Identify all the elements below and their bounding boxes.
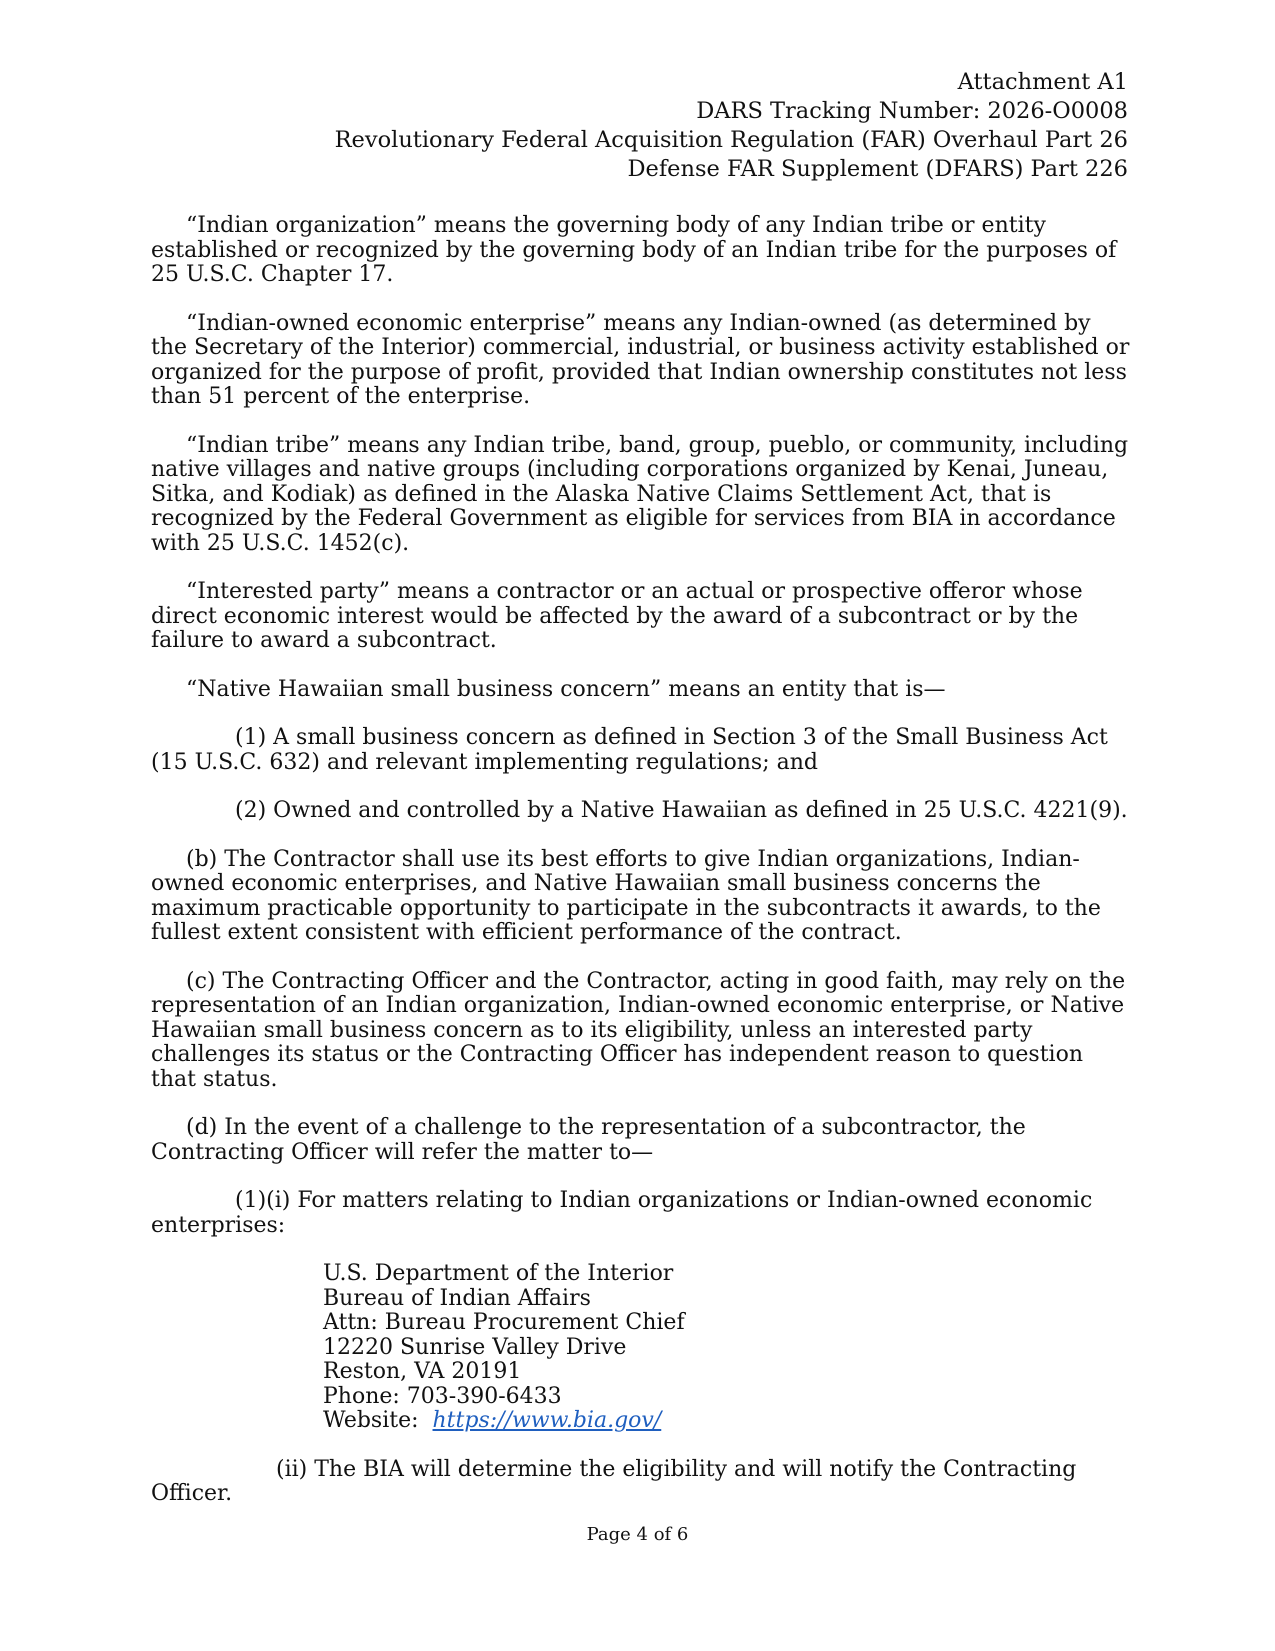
bia-address-block <box>323 1262 1133 1434</box>
definition-indian-tribe: “Indian tribe” means any Indian tribe, band, group, pueblo, or community, including native villages and native groups (including corporations organized by Kenai, Juneau, Sitka, and Kodiak) as defined in the Alaska Native Claims Settlement Act, that is recognized by the Federal Government as eligible for services from BIA in accordance with 25 U.S.C. 1452(c). <box>151 432 1129 556</box>
paragraph-d-1-i: (1)(i) For matters relating to Indian organizations or Indian-owned economic enterprises: <box>151 1188 1093 1238</box>
definition-indian-organization: “Indian organization” means the governing body of any Indian tribe or entity established or recognized by the governing body of an Indian tribe for the purposes of 25 U.S.C. Chapter 17. <box>151 213 1117 287</box>
address-street: 12220 Sunrise Valley Drive <box>323 1334 627 1360</box>
header-dfars-part: Defense FAR Supplement (DFARS) Part 226 <box>627 156 1128 182</box>
address-website-line <box>323 1409 1133 1434</box>
paragraph-b: (b) The Contractor shall use its best efforts to give Indian organizations, Indian-owned economic enterprises, and Native Hawaiian small business concerns the maximum practicable opportunity to participate in the subcontracts it awards, to the fullest extent consistent with efficient performance of the contract. <box>151 846 1101 945</box>
page-number: Page 4 of 6 <box>586 1524 689 1545</box>
document-body <box>151 214 1133 1531</box>
website-label: Website: <box>323 1408 433 1433</box>
website-link[interactable]: https://www.bia.gov/ <box>432 1408 662 1433</box>
address-department: U.S. Department of the Interior <box>323 1261 674 1286</box>
page-header <box>335 68 1128 184</box>
address-bureau: Bureau of Indian Affairs <box>323 1285 591 1311</box>
paragraph-d-ii: (ii) The BIA will determine the eligibility and will notify the Contracting Officer. <box>151 1456 1077 1506</box>
definition-indian-owned-enterprise: “Indian-owned economic enterprise” means any Indian-owned (as determined by the Secretary of the Interior) commercial, industrial, or business activity established or organized for the purpose of profit, provided that Indian ownership constitutes not less than 51 percent of the enterprise. <box>151 310 1130 409</box>
header-tracking-number: DARS Tracking Number: 2026-O0008 <box>696 98 1128 124</box>
definition-interested-party: “Interested party” means a contractor or an actual or prospective offeror whose direct economic interest would be affected by the award of a subcontract or by the failure to award a subcontract. <box>151 579 1083 653</box>
address-city-state: Reston, VA 20191 <box>323 1359 522 1384</box>
definition-item-1: (1) A small business concern as defined in Section 3 of the Small Business Act (15 U.S.C. 632) and relevant implementing regulations; and <box>151 725 1108 775</box>
address-attention: Attn: Bureau Procurement Chief <box>323 1310 685 1335</box>
definition-item-2: (2) Owned and controlled by a Native Hawaiian as defined in 25 U.S.C. 4221(9). <box>235 798 1128 823</box>
definition-native-hawaiian-concern: “Native Hawaiian small business concern” means an entity that is— <box>186 676 946 702</box>
paragraph-c: (c) The Contracting Officer and the Contractor, acting in good faith, may rely on the representation of an Indian organization, Indian-owned economic enterprise, or Native Hawaiian small business concern as to its eligibility, unless an interested party challenges its status or the Contracting Officer has independent reason to question that status. <box>151 968 1126 1092</box>
header-far-part: Revolutionary Federal Acquisition Regulation (FAR) Overhaul Part 26 <box>334 127 1128 153</box>
header-attachment: Attachment A1 <box>957 69 1128 95</box>
paragraph-d: (d) In the event of a challenge to the representation of a subcontractor, the Contracting Officer will refer the matter to— <box>151 1115 1026 1165</box>
address-phone: Phone: 703-390-6433 <box>323 1383 562 1409</box>
